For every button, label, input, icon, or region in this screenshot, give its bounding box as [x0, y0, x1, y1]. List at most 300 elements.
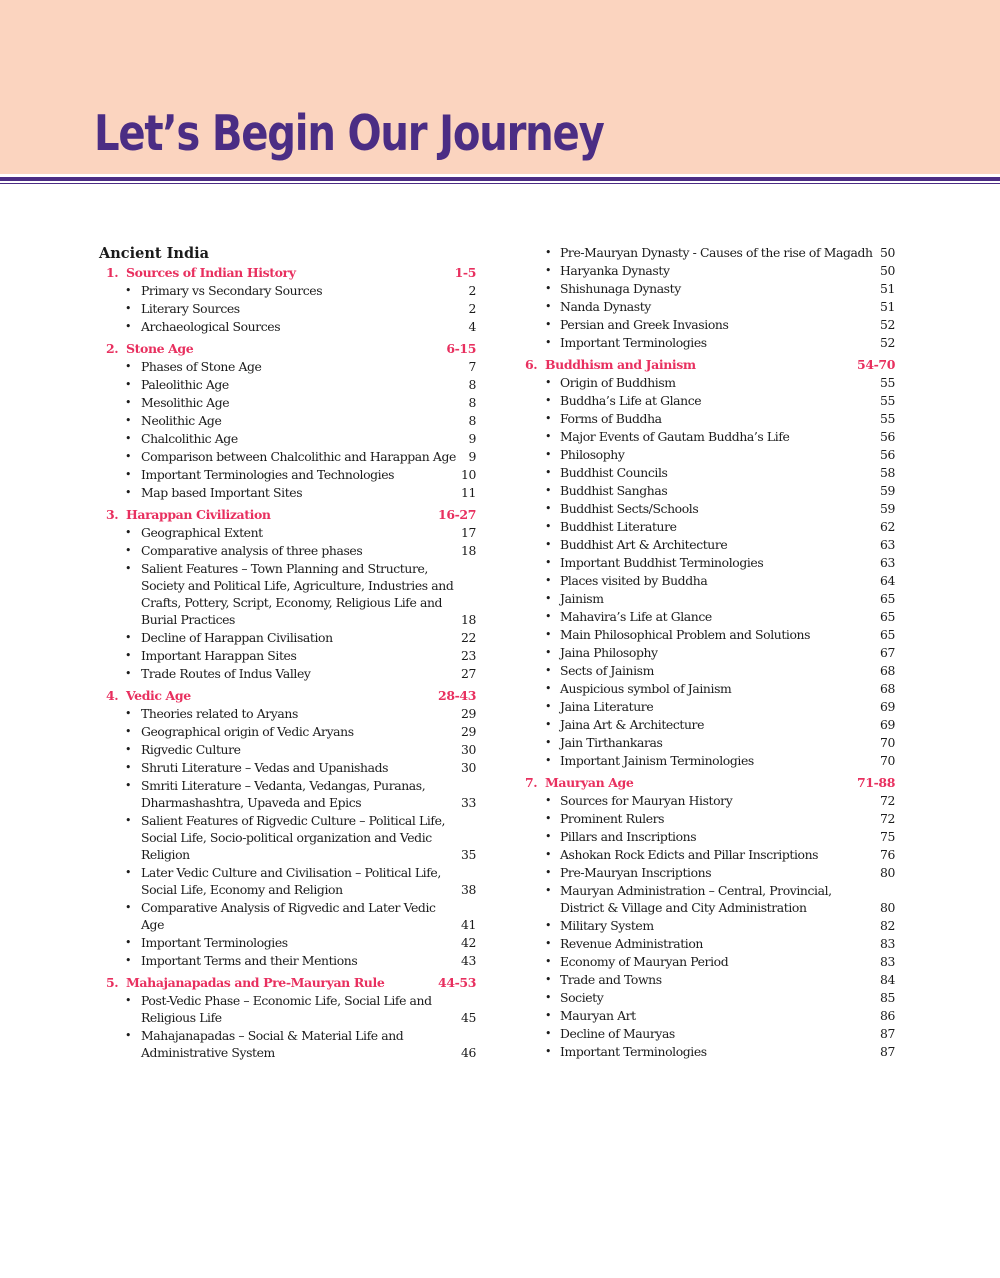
toc-entry[interactable] — [525, 572, 895, 589]
toc-entry[interactable] — [525, 752, 895, 769]
toc-entry[interactable] — [99, 934, 476, 951]
toc-entry-label: Comparison between Chalcolithic and Harappan Age — [141, 449, 456, 464]
toc-entry-page: 51 — [880, 281, 895, 296]
page-title: Let’s Begin Our Journey — [94, 105, 604, 162]
bullet-icon: • — [125, 396, 132, 409]
toc-entry-page: 80 — [880, 900, 895, 915]
toc-entry-page: 52 — [880, 335, 895, 350]
toc-entry-page: 68 — [880, 663, 895, 678]
chapter-title: Stone Age — [126, 341, 194, 356]
bullet-icon: • — [545, 394, 552, 407]
chapter-heading[interactable] — [99, 340, 476, 358]
toc-entry[interactable] — [99, 466, 476, 483]
toc-entry[interactable] — [99, 705, 476, 722]
bullet-icon: • — [545, 610, 552, 623]
toc-entry-page: 68 — [880, 681, 895, 696]
bullet-icon: • — [545, 466, 552, 479]
toc-entry[interactable] — [99, 282, 476, 299]
toc-entry[interactable] — [99, 812, 476, 863]
toc-entry[interactable] — [525, 334, 895, 351]
toc-entry[interactable] — [525, 662, 895, 679]
toc-entry[interactable] — [525, 953, 895, 970]
toc-entry-label: Important Buddhist Terminologies — [560, 555, 764, 570]
toc-entry-label: Buddhist Sects/Schools — [560, 501, 699, 516]
bullet-icon: • — [545, 592, 552, 605]
bullet-icon: • — [545, 646, 552, 659]
toc-entry-label: Sects of Jainism — [560, 663, 654, 678]
toc-entry-label: Important Terms and their Mentions — [141, 953, 358, 968]
toc-entry-label: Important Terminologies — [141, 935, 288, 950]
bullet-icon: • — [125, 707, 132, 720]
bullet-icon: • — [545, 336, 552, 349]
bullet-icon: • — [125, 866, 132, 879]
toc-entry-label: Jaina Art & Architecture — [560, 717, 705, 732]
chapter-title: Sources of Indian History — [126, 265, 296, 280]
toc-entry-page: 64 — [880, 573, 895, 588]
toc-entry-page: 59 — [880, 501, 895, 516]
bullet-icon: • — [125, 360, 132, 373]
chapter-number: 7. — [525, 775, 538, 790]
bullet-icon: • — [545, 700, 552, 713]
toc-entry-label: Nanda Dynasty — [560, 299, 651, 314]
toc-entry-label: Revenue Administration — [560, 936, 703, 951]
toc-entry-label: Later Vedic Culture and Civilisation – Political Life, Social Life, Economy and Religion — [141, 865, 441, 897]
chapter-number: 4. — [106, 688, 119, 703]
toc-entry-page: 63 — [880, 555, 895, 570]
toc-entry-page: 41 — [461, 917, 476, 932]
chapter-heading[interactable] — [99, 687, 476, 705]
toc-entry-page: 69 — [880, 699, 895, 714]
toc-entry[interactable] — [525, 828, 895, 845]
toc-entry[interactable] — [99, 542, 476, 559]
toc-entry-label: Buddhist Art & Architecture — [560, 537, 728, 552]
toc-entry-label: Prominent Rulers — [560, 811, 665, 826]
toc-entry-page: 87 — [880, 1044, 895, 1059]
bullet-icon: • — [125, 302, 132, 315]
toc-entry-label: Pillars and Inscriptions — [560, 829, 697, 844]
toc-entry[interactable] — [99, 741, 476, 758]
bullet-icon: • — [545, 246, 552, 259]
toc-entry[interactable] — [525, 464, 895, 481]
toc-entry[interactable] — [525, 644, 895, 661]
toc-entry-label: Haryanka Dynasty — [560, 263, 670, 278]
chapter-entry-list — [99, 705, 476, 969]
chapter-section — [525, 774, 895, 1060]
bullet-icon: • — [545, 1009, 552, 1022]
chapter-title: Mauryan Age — [545, 775, 634, 790]
toc-entry[interactable] — [99, 318, 476, 335]
toc-entry[interactable] — [525, 500, 895, 517]
toc-entry-label: Sources for Mauryan History — [560, 793, 733, 808]
chapter-heading[interactable] — [99, 506, 476, 524]
chapter-entry-list — [99, 992, 476, 1061]
toc-entry-label: Shishunaga Dynasty — [560, 281, 681, 296]
toc-entry-page: 35 — [461, 847, 476, 862]
chapter-section — [99, 974, 476, 1061]
toc-entry[interactable] — [525, 846, 895, 863]
toc-entry[interactable] — [525, 608, 895, 625]
toc-entry[interactable] — [525, 1025, 895, 1042]
toc-entry-page: 82 — [880, 918, 895, 933]
toc-entry[interactable] — [525, 536, 895, 553]
bullet-icon: • — [545, 282, 552, 295]
toc-entry-label: Important Harappan Sites — [141, 648, 297, 663]
toc-entry[interactable] — [99, 412, 476, 429]
toc-entry-page: 42 — [461, 935, 476, 950]
chapter-entry-list — [525, 374, 895, 769]
toc-entry-label: Rigvedic Culture — [141, 742, 241, 757]
toc-entry-page: 72 — [880, 793, 895, 808]
bullet-icon: • — [545, 682, 552, 695]
toc-entry-page: 18 — [461, 543, 476, 558]
chapter-number: 5. — [106, 975, 119, 990]
toc-entry-page: 17 — [461, 525, 476, 540]
toc-entry[interactable] — [525, 792, 895, 809]
toc-entry-page: 9 — [468, 431, 476, 446]
toc-entry-page: 76 — [880, 847, 895, 862]
toc-entry-label: Auspicious symbol of Jainism — [560, 681, 732, 696]
toc-entry[interactable] — [525, 917, 895, 934]
bullet-icon: • — [125, 761, 132, 774]
toc-entry-label: Chalcolithic Age — [141, 431, 238, 446]
toc-entry-page: 22 — [461, 630, 476, 645]
chapter-title-group — [525, 774, 633, 792]
toc-entry-label: Mahajanapadas – Social & Material Life and Administrative System — [141, 1028, 404, 1060]
bullet-icon: • — [125, 779, 132, 792]
toc-entry[interactable] — [525, 989, 895, 1006]
toc-entry-label: Jaina Literature — [560, 699, 654, 714]
toc-entry[interactable] — [525, 971, 895, 988]
toc-entry-label: Buddhist Councils — [560, 465, 668, 480]
toc-entry-label: Forms of Buddha — [560, 411, 662, 426]
toc-entry[interactable] — [525, 262, 895, 279]
chapter-entry-list — [525, 792, 895, 1060]
bullet-icon: • — [125, 936, 132, 949]
bullet-icon: • — [545, 628, 552, 641]
toc-entry[interactable] — [525, 392, 895, 409]
bullet-icon: • — [545, 830, 552, 843]
chapter-page-range: 28-43 — [438, 688, 476, 703]
toc-entry[interactable] — [525, 698, 895, 715]
chapter-page-range: 6-15 — [446, 341, 476, 356]
bullet-icon: • — [125, 468, 132, 481]
toc-entry-page: 87 — [880, 1026, 895, 1041]
toc-entry-page: 63 — [880, 537, 895, 552]
toc-entry-page: 23 — [461, 648, 476, 663]
toc-entry[interactable] — [99, 723, 476, 740]
toc-entry[interactable] — [99, 864, 476, 898]
bullet-icon: • — [545, 955, 552, 968]
bullet-icon: • — [545, 754, 552, 767]
chapter-section — [99, 340, 476, 501]
chapter-entry-list — [99, 358, 476, 501]
toc-entry[interactable] — [99, 759, 476, 776]
toc-entry-label: Shruti Literature – Vedas and Upanishads — [141, 760, 389, 775]
bullet-icon: • — [125, 1029, 132, 1042]
toc-left-column — [99, 244, 476, 1066]
toc-entry[interactable] — [525, 864, 895, 881]
bullet-icon: • — [545, 664, 552, 677]
toc-entry-page: 70 — [880, 735, 895, 750]
toc-entry-label: Buddhist Literature — [560, 519, 677, 534]
bullet-icon: • — [545, 556, 552, 569]
bullet-icon: • — [125, 994, 132, 1007]
toc-entry-page: 65 — [880, 627, 895, 642]
toc-entry[interactable] — [99, 430, 476, 447]
toc-entry-page: 62 — [880, 519, 895, 534]
bullet-icon: • — [545, 574, 552, 587]
bullet-icon: • — [125, 544, 132, 557]
bullet-icon: • — [125, 631, 132, 644]
chapter-heading[interactable] — [99, 974, 476, 992]
toc-entry[interactable] — [525, 626, 895, 643]
chapter-title: Vedic Age — [126, 688, 191, 703]
toc-entry-label: Geographical Extent — [141, 525, 263, 540]
bullet-icon: • — [125, 432, 132, 445]
toc-entry-label: Buddhist Sanghas — [560, 483, 668, 498]
bullet-icon: • — [545, 937, 552, 950]
toc-entry[interactable] — [525, 1007, 895, 1024]
header-rule-thin — [0, 183, 1000, 184]
bullet-icon: • — [545, 848, 552, 861]
bullet-icon: • — [545, 736, 552, 749]
bullet-icon: • — [545, 376, 552, 389]
chapter-page-range: 71-88 — [857, 775, 895, 790]
toc-entry-page: 59 — [880, 483, 895, 498]
toc-entry-label: Literary Sources — [141, 301, 240, 316]
toc-entry-page: 80 — [880, 865, 895, 880]
toc-entry-label: Economy of Mauryan Period — [560, 954, 729, 969]
toc-entry[interactable] — [525, 446, 895, 463]
chapter-heading[interactable] — [99, 264, 476, 282]
bullet-icon: • — [125, 814, 132, 827]
toc-entry-label: Jainism — [560, 591, 604, 606]
chapter-section — [99, 687, 476, 969]
toc-entry[interactable] — [525, 316, 895, 333]
toc-entry-page: 55 — [880, 375, 895, 390]
toc-entry-page: 10 — [461, 467, 476, 482]
toc-entry[interactable] — [525, 734, 895, 751]
toc-entry-label: Mauryan Art — [560, 1008, 636, 1023]
toc-entry[interactable] — [99, 376, 476, 393]
toc-entry-label: Comparative Analysis of Rigvedic and Later Vedic Age — [141, 900, 436, 932]
bullet-icon: • — [545, 991, 552, 1004]
toc-entry-page: 83 — [880, 936, 895, 951]
toc-entry[interactable] — [99, 899, 476, 933]
toc-entry-label: Archaeological Sources — [141, 319, 281, 334]
toc-entry-label: Mauryan Administration – Central, Provincial, District & Village and City Administration — [560, 883, 832, 915]
toc-entry-label: Important Terminologies — [560, 1044, 707, 1059]
toc-entry-page: 45 — [461, 1010, 476, 1025]
toc-entry-page: 18 — [461, 612, 476, 627]
chapter-title-group — [106, 506, 271, 524]
toc-entry[interactable] — [99, 394, 476, 411]
toc-entry-label: Pre-Mauryan Dynasty - Causes of the rise of Magadh — [560, 245, 873, 260]
bullet-icon: • — [125, 284, 132, 297]
toc-entry-page: 58 — [880, 465, 895, 480]
toc-entry-page: 46 — [461, 1045, 476, 1060]
toc-entry-label: Important Jainism Terminologies — [560, 753, 754, 768]
toc-entry-page: 65 — [880, 609, 895, 624]
toc-entry[interactable] — [525, 935, 895, 952]
toc-entry[interactable] — [525, 554, 895, 571]
toc-entry[interactable] — [525, 1043, 895, 1060]
toc-entry-page: 30 — [461, 760, 476, 775]
toc-entry[interactable] — [525, 298, 895, 315]
toc-entry-page: 4 — [468, 319, 476, 334]
toc-entry-page: 70 — [880, 753, 895, 768]
toc-entry-page: 7 — [468, 359, 476, 374]
toc-entry[interactable] — [99, 560, 476, 628]
toc-entry[interactable] — [99, 777, 476, 811]
bullet-icon: • — [545, 794, 552, 807]
toc-entry[interactable] — [99, 524, 476, 541]
toc-entry-page: 43 — [461, 953, 476, 968]
toc-entry[interactable] — [525, 882, 895, 916]
toc-entry-page: 29 — [461, 706, 476, 721]
toc-entry-page: 8 — [468, 377, 476, 392]
toc-entry[interactable] — [99, 665, 476, 682]
toc-entry-page: 69 — [880, 717, 895, 732]
header-rule-thick — [0, 177, 1000, 181]
toc-entry-label: Paleolithic Age — [141, 377, 229, 392]
toc-entry[interactable] — [99, 358, 476, 375]
toc-entry[interactable] — [525, 518, 895, 535]
toc-entry[interactable] — [99, 952, 476, 969]
toc-entry-page: 56 — [880, 447, 895, 462]
toc-entry-page: 2 — [468, 283, 476, 298]
toc-entry-label: Salient Features of Rigvedic Culture – Political Life, Social Life, Socio-political organization and Vedic Religion — [141, 813, 446, 862]
toc-entry-page: 50 — [880, 263, 895, 278]
bullet-icon: • — [545, 866, 552, 879]
toc-entry[interactable] — [99, 629, 476, 646]
toc-entry-label: Main Philosophical Problem and Solutions — [560, 627, 811, 642]
toc-entry[interactable] — [525, 680, 895, 697]
toc-entry[interactable] — [525, 428, 895, 445]
bullet-icon: • — [545, 1027, 552, 1040]
chapter-number: 3. — [106, 507, 119, 522]
toc-entry[interactable] — [99, 647, 476, 664]
bullet-icon: • — [545, 412, 552, 425]
toc-entry-page: 8 — [468, 395, 476, 410]
bullet-icon: • — [125, 562, 132, 575]
toc-entry-label: Persian and Greek Invasions — [560, 317, 729, 332]
chapter-heading[interactable] — [525, 356, 895, 374]
toc-entry-page: 50 — [880, 245, 895, 260]
toc-entry-page: 27 — [461, 666, 476, 681]
chapter-number: 6. — [525, 357, 538, 372]
bullet-icon: • — [125, 378, 132, 391]
toc-entry[interactable] — [99, 1027, 476, 1061]
toc-entry-page: 51 — [880, 299, 895, 314]
toc-entry[interactable] — [525, 244, 895, 261]
toc-entry-label: Philosophy — [560, 447, 625, 462]
chapter-entry-list — [99, 282, 476, 335]
bullet-icon: • — [545, 430, 552, 443]
chapter-heading[interactable] — [525, 774, 895, 792]
bullet-icon: • — [545, 538, 552, 551]
toc-entry-page: 9 — [468, 449, 476, 464]
bullet-icon: • — [125, 954, 132, 967]
bullet-icon: • — [545, 718, 552, 731]
toc-entry-label: Trade and Towns — [560, 972, 662, 987]
toc-entry[interactable] — [525, 374, 895, 391]
toc-entry[interactable] — [525, 810, 895, 827]
bullet-icon: • — [125, 743, 132, 756]
bullet-icon: • — [125, 450, 132, 463]
bullet-icon: • — [125, 901, 132, 914]
chapter-title-group — [106, 340, 193, 358]
chapter-entry-list — [99, 524, 476, 682]
toc-entry-page: 33 — [461, 795, 476, 810]
chapter-title: Buddhism and Jainism — [545, 357, 696, 372]
toc-entry-label: Buddha’s Life at Glance — [560, 393, 702, 408]
toc-entry[interactable] — [525, 410, 895, 427]
chapter-section — [525, 356, 895, 769]
bullet-icon: • — [545, 884, 552, 897]
toc-entry-label: Decline of Mauryas — [560, 1026, 675, 1041]
toc-entry-label: Decline of Harappan Civilisation — [141, 630, 333, 645]
toc-entry-label: Post-Vedic Phase – Economic Life, Social Life and Religious Life — [141, 993, 432, 1025]
bullet-icon: • — [545, 484, 552, 497]
toc-entry[interactable] — [525, 590, 895, 607]
toc-entry-label: Map based Important Sites — [141, 485, 303, 500]
toc-entry-page: 83 — [880, 954, 895, 969]
toc-entry[interactable] — [525, 716, 895, 733]
toc-entry-label: Military System — [560, 918, 654, 933]
toc-right-column — [525, 244, 895, 1065]
toc-entry[interactable] — [99, 992, 476, 1026]
chapter-title-group — [106, 687, 191, 705]
toc-entry-label: Ashokan Rock Edicts and Pillar Inscriptions — [560, 847, 819, 862]
toc-entry-label: Pre-Mauryan Inscriptions — [560, 865, 712, 880]
bullet-icon: • — [125, 725, 132, 738]
toc-entry-page: 11 — [461, 485, 476, 500]
chapter-title-group — [106, 264, 296, 282]
chapter-title: Mahajanapadas and Pre-Mauryan Rule — [126, 975, 385, 990]
toc-entry-page: 65 — [880, 591, 895, 606]
toc-entry-page: 85 — [880, 990, 895, 1005]
bullet-icon: • — [545, 264, 552, 277]
bullet-icon: • — [125, 649, 132, 662]
toc-entry-label: Comparative analysis of three phases — [141, 543, 363, 558]
toc-entry-page: 86 — [880, 1008, 895, 1023]
toc-entry-page: 30 — [461, 742, 476, 757]
toc-entry[interactable] — [99, 300, 476, 317]
chapter-page-range: 16-27 — [438, 507, 476, 522]
bullet-icon: • — [545, 1045, 552, 1058]
toc-entry-page: 52 — [880, 317, 895, 332]
toc-entry[interactable] — [525, 280, 895, 297]
toc-entry-label: Mesolithic Age — [141, 395, 230, 410]
bullet-icon: • — [545, 919, 552, 932]
chapter-page-range: 44-53 — [438, 975, 476, 990]
toc-entry[interactable] — [525, 482, 895, 499]
toc-entry-label: Major Events of Gautam Buddha’s Life — [560, 429, 790, 444]
toc-entry-page: 75 — [880, 829, 895, 844]
bullet-icon: • — [545, 448, 552, 461]
toc-entry-page: 56 — [880, 429, 895, 444]
toc-entry-page: 38 — [461, 882, 476, 897]
bullet-icon: • — [125, 320, 132, 333]
toc-entry-page: 8 — [468, 413, 476, 428]
toc-entry[interactable] — [99, 484, 476, 501]
toc-entry-label: Places visited by Buddha — [560, 573, 708, 588]
chapter-number: 1. — [106, 265, 119, 280]
chapter-section — [99, 506, 476, 682]
toc-entry[interactable] — [99, 448, 476, 465]
continued-entry-list — [525, 244, 895, 351]
